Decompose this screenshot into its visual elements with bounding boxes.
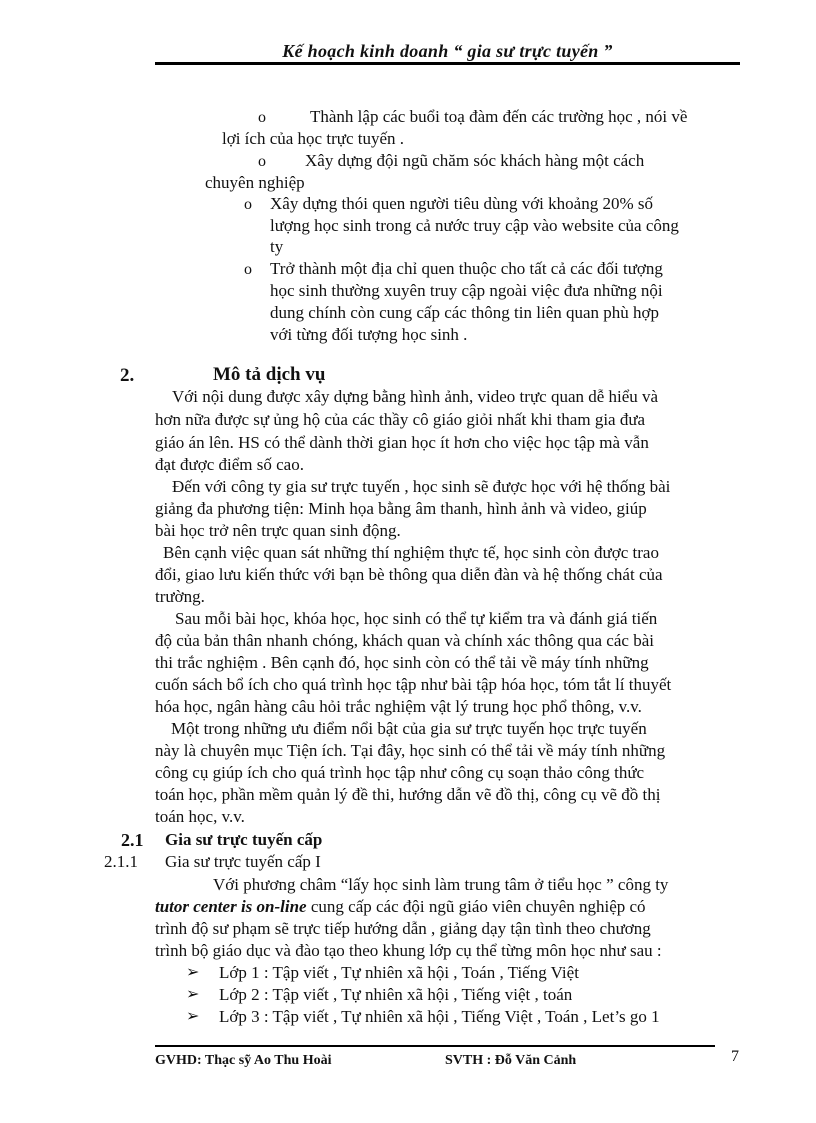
objective-line: dung chính còn cung cấp các thông tin liên quan phù hợp — [270, 303, 660, 322]
subsubsection-number: 2.1.1 — [104, 852, 138, 871]
objective-line: với từng đối tượng học sinh . — [270, 325, 468, 344]
paragraph-line: độ của bản thân nhanh chóng, khách quan và chính xác thông qua các bài — [155, 631, 654, 650]
intro-line: trình bộ giáo dục và đào tạo theo khung lớp cụ thể từng môn học như sau : — [155, 941, 662, 960]
subsection-title: Gia sư trực tuyến cấp — [165, 830, 323, 849]
paragraph-line: toán học, phần mềm quản lý đề thi, hướng dẫn vẽ đồ thị, công cụ vẽ đồ thị — [155, 785, 661, 804]
paragraph-line: Một trong những ưu điểm nổi bật của gia sư trực tuyến học trực tuyến — [171, 719, 647, 738]
grade-item: Lớp 2 : Tập viết , Tự nhiên xã hội , Tiếng việt , toán — [219, 985, 573, 1004]
paragraph-line: thi trắc nghiệm . Bên cạnh đó, học sinh còn có thể tải về máy tính những — [155, 653, 649, 672]
paragraph-line: giảng đa phương tiện: Minh họa bằng âm thanh, hình ảnh và video, giúp — [155, 499, 647, 518]
objective-line: chuyên nghiệp — [205, 173, 305, 192]
paragraph-line: hóa học, ngân hàng câu hỏi trắc nghiệm vật lý trung học phổ thông, v.v. — [155, 697, 642, 716]
section-title: Mô tả dịch vụ — [213, 364, 326, 385]
bullet-marker: o — [244, 261, 252, 278]
grade-item: Lớp 1 : Tập viết , Tự nhiên xã hội , Toán , Tiếng Việt — [219, 963, 579, 982]
bullet-marker: o — [244, 196, 252, 213]
paragraph-line: này là chuyên mục Tiện ích. Tại đây, học sinh có thể tải về máy tính những — [155, 741, 666, 760]
paragraph-line: toán học, v.v. — [155, 807, 245, 826]
intro-line: trình độ sư phạm sẽ trực tiếp hướng dẫn , giảng dạy tận tình theo chương — [155, 919, 651, 938]
paragraph-line: trường. — [155, 587, 205, 606]
objective-line: Xây dựng đội ngũ chăm sóc khách hàng một cách — [305, 151, 645, 170]
intro-line — [155, 896, 646, 918]
footer-rule — [155, 1045, 715, 1047]
subsubsection-title: Gia sư trực tuyến cấp I — [165, 852, 321, 871]
paragraph-line: Bên cạnh việc quan sát những thí nghiệm thực tế, học sinh còn được trao — [163, 543, 659, 562]
intro-line-rest: cung cấp các đội ngũ giáo viên chuyên nghiệp có — [306, 897, 646, 916]
objective-line: học sinh thường xuyên truy cập ngoài việc đưa những nội — [270, 281, 663, 300]
company-name: tutor center is on-line — [155, 897, 307, 916]
arrow-bullet-icon: ➢ — [186, 1008, 200, 1025]
arrow-bullet-icon: ➢ — [186, 964, 200, 981]
grade-item: Lớp 3 : Tập viết , Tự nhiên xã hội , Tiếng Việt , Toán , Let’s go 1 — [219, 1007, 660, 1026]
bullet-marker: o — [258, 109, 266, 126]
paragraph-line: đạt được điểm số cao. — [155, 455, 304, 474]
footer-supervisor: GVHD: Thạc sỹ Ao Thu Hoài — [155, 1053, 332, 1068]
objective-line: ty — [270, 237, 284, 256]
paragraph-line: cuốn sách bổ ích cho quá trình học tập như bài tập hóa học, tóm tắt lí thuyết — [155, 675, 672, 694]
paragraph-line: bài học trở nên trực quan sinh động. — [155, 521, 401, 540]
objective-line: Trở thành một địa chỉ quen thuộc cho tất cả các đối tượng — [270, 259, 663, 278]
arrow-bullet-icon: ➢ — [186, 986, 200, 1003]
paragraph-line: Đến với công ty gia sư trực tuyến , học sinh sẽ được học với hệ thống bài — [172, 477, 671, 496]
page-number: 7 — [731, 1048, 739, 1065]
paragraph-line: đổi, giao lưu kiến thức với bạn bè thông qua diễn đàn và hệ thống chát của — [155, 565, 663, 584]
paragraph-line: hơn nữa được sự ủng hộ của các thầy cô giáo giỏi nhất khi tham gia đưa — [155, 410, 646, 429]
paragraph-line: giáo án lên. HS có thể dành thời gian học ít hơn cho việc học tập mà vẫn — [155, 433, 649, 452]
objective-line: lợi ích của học trực tuyến . — [222, 129, 405, 148]
objective-line: Thành lập các buổi toạ đàm đến các trường học , nói về — [310, 107, 688, 126]
bullet-marker: o — [258, 153, 266, 170]
section-number: 2. — [120, 365, 135, 386]
intro-line: Với phương châm “lấy học sinh làm trung tâm ở tiểu học ” công ty — [213, 875, 669, 894]
header-rule — [155, 62, 740, 65]
subsection-number: 2.1 — [121, 830, 144, 850]
page-header-title: Kế hoạch kinh doanh “ gia sư trực tuyến ” — [282, 41, 613, 61]
objective-line: Xây dựng thói quen người tiêu dùng với khoảng 20% số — [270, 194, 653, 213]
paragraph-line: Với nội dung được xây dựng bằng hình ảnh, video trực quan dễ hiểu và — [172, 387, 659, 406]
objective-line: lượng học sinh trong cả nước truy cập vào website của công — [270, 216, 679, 235]
footer-student: SVTH : Đỗ Văn Cảnh — [445, 1053, 577, 1068]
paragraph-line: công cụ giúp ích cho quá trình học tập như công cụ soạn thảo công thức — [155, 763, 645, 782]
paragraph-line: Sau mỗi bài học, khóa học, học sinh có thể tự kiểm tra và đánh giá tiến — [175, 609, 658, 628]
